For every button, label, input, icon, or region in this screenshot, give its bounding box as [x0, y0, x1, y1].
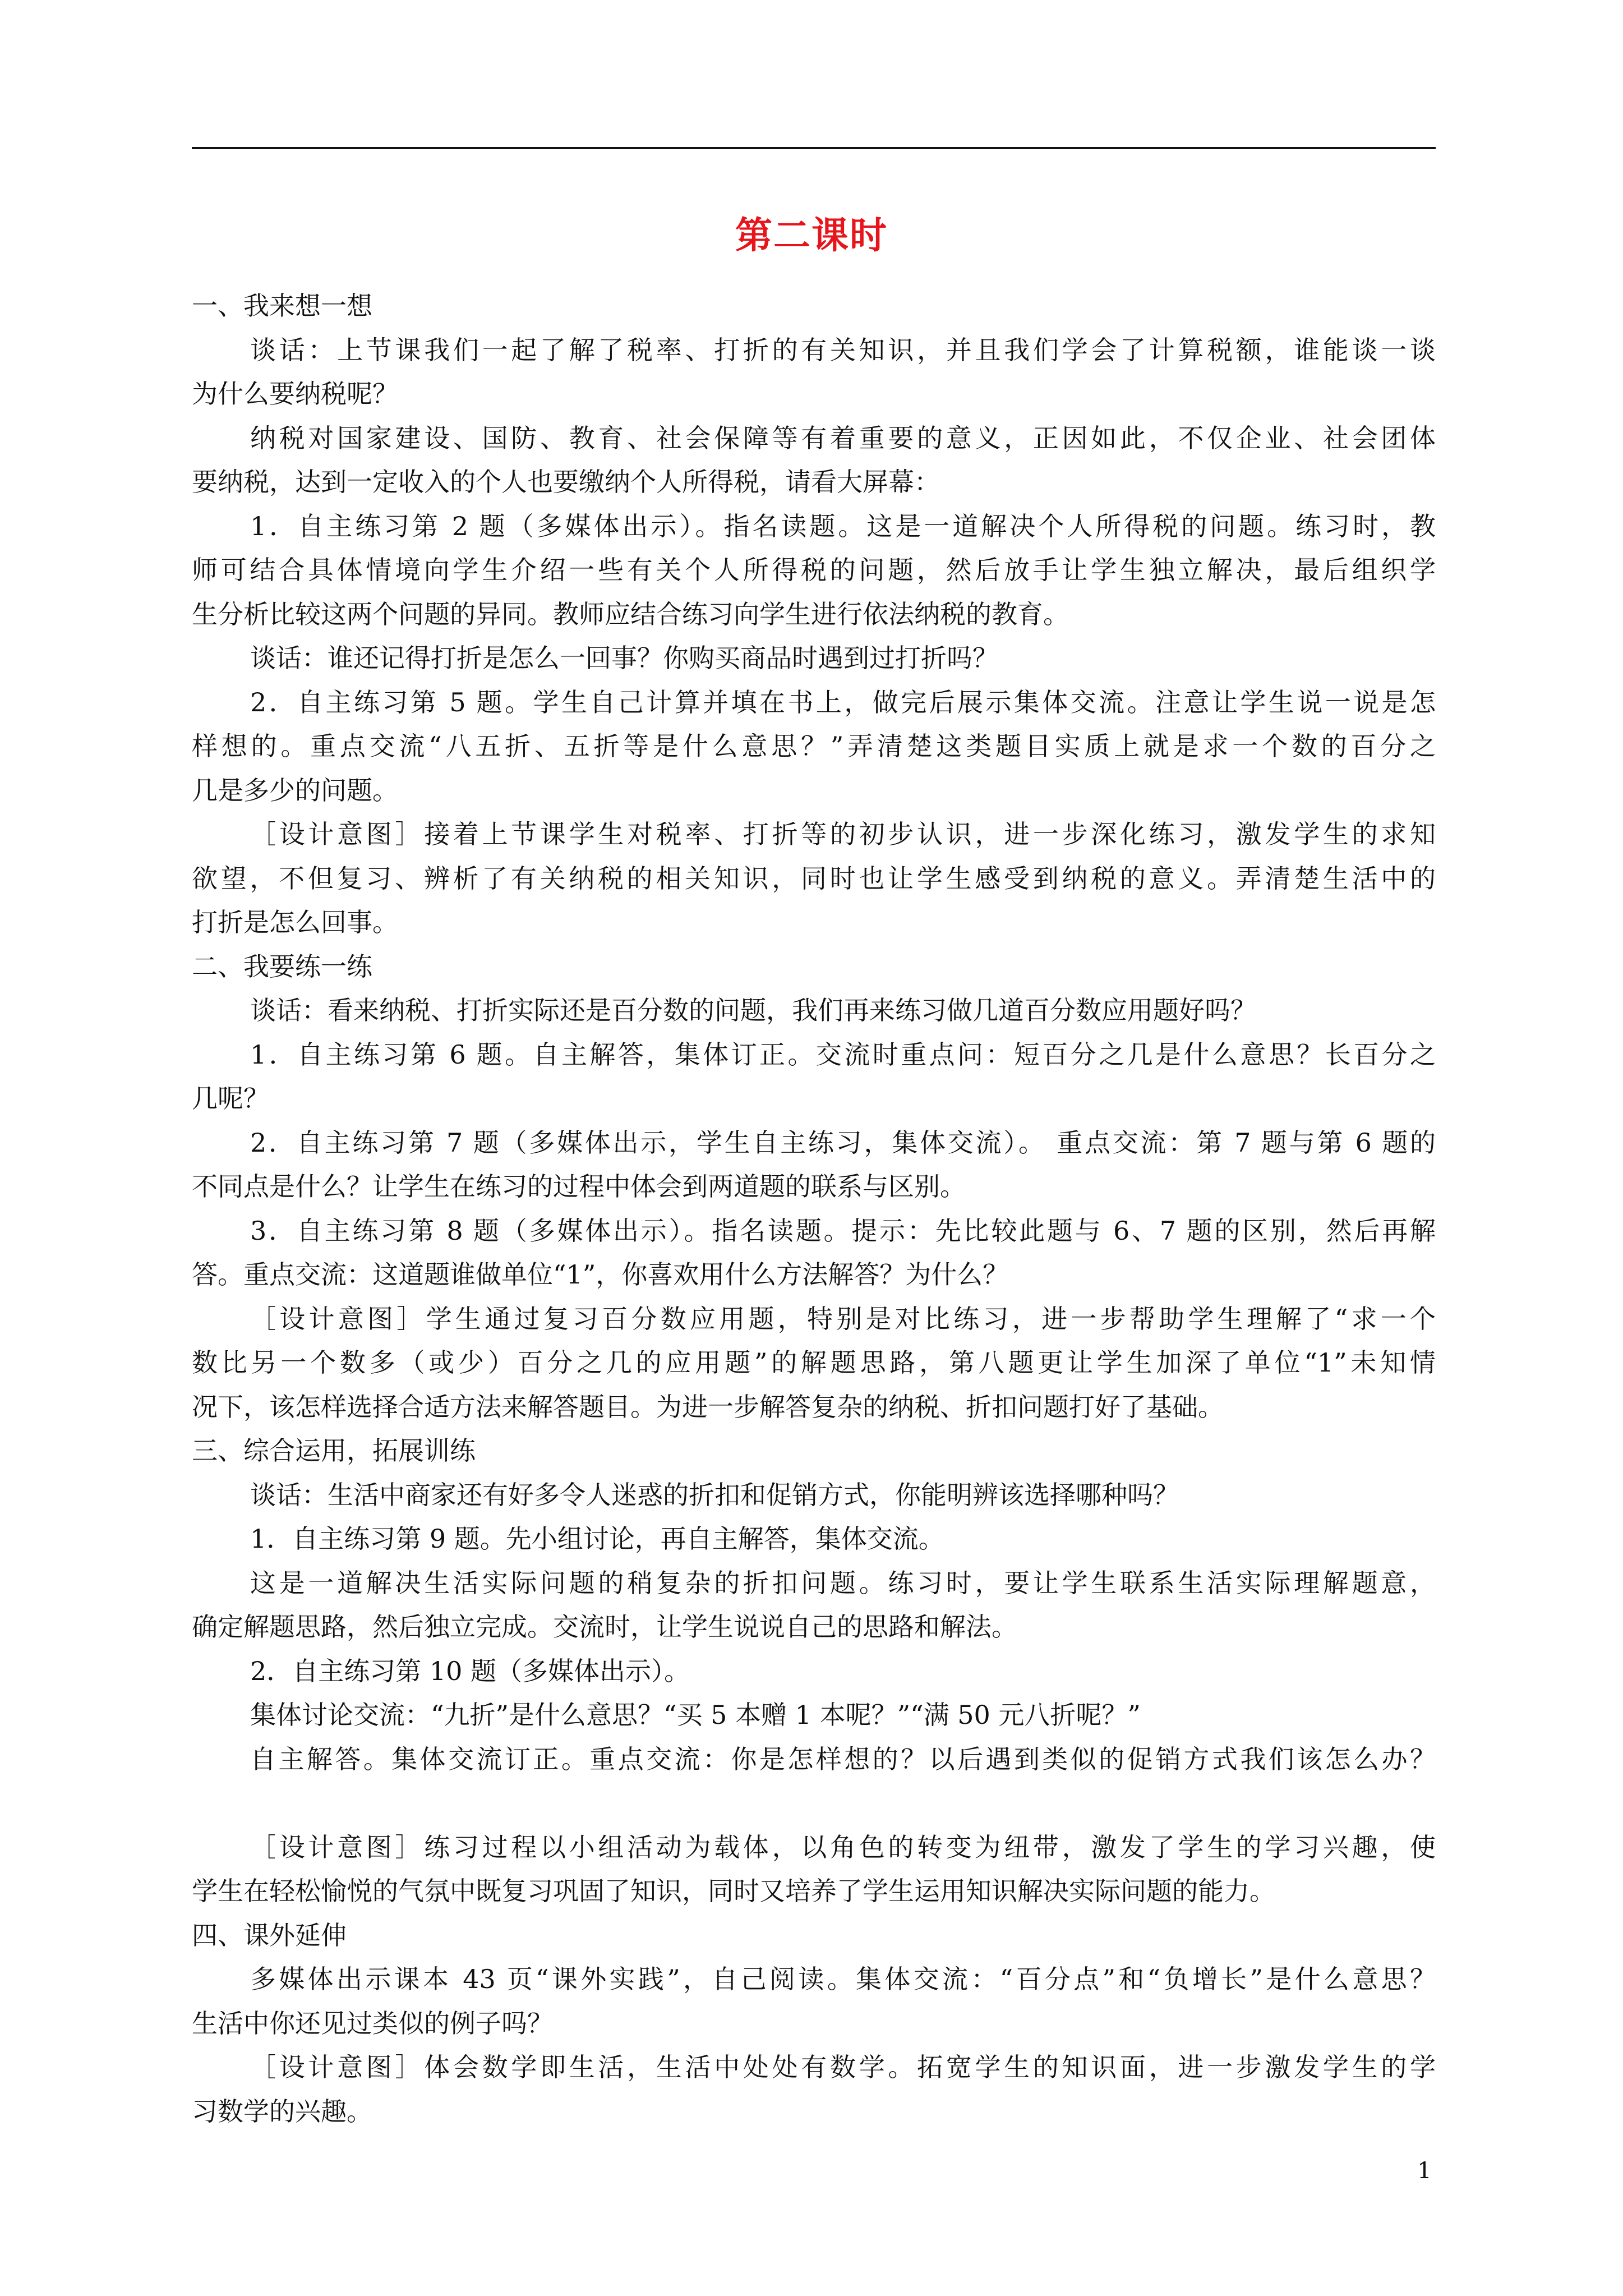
design-intent-line: ［设计意图］学生通过复习百分数应用题，特别是对比练习，进一步帮助学生理解了“求一个 [250, 1303, 1436, 1334]
design-intent-line: 习数学的兴趣。 [192, 2096, 372, 2127]
section-heading-4: 四、课外延伸 [192, 1920, 347, 1950]
paragraph-line: 2．自主练习第 5 题。学生自己计算并填在书上，做完后展示集体交流。注意让学生说一说是怎 [250, 687, 1436, 717]
page-number: 1 [1417, 2158, 1432, 2184]
paragraph-line: 不同点是什么？让学生在练习的过程中体会到两道题的联系与区别。 [192, 1171, 966, 1202]
paragraph-line: 集体讨论交流：“九折”是什么意思？“买 5 本赠 1 本呢？”“满 50 元八折呢？” [250, 1700, 1141, 1730]
section-heading-1: 一、我来想一想 [192, 291, 372, 321]
paragraph-line: 几是多少的问题。 [192, 775, 398, 806]
paragraph-line: 纳税对国家建设、国防、教育、社会保障等有着重要的意义，正因如此，不仅企业、社会团体 [250, 422, 1436, 453]
paragraph-line: 2．自主练习第 7 题（多媒体出示，学生自主练习，集体交流）。 重点交流：第 7 题与第 6 题的 [250, 1127, 1436, 1158]
paragraph-line: 要纳税，达到一定收入的个人也要缴纳个人所得税，请看大屏幕： [192, 467, 940, 497]
paragraph-line: 谈话：谁还记得打折是怎么一回事？你购买商品时遇到过打折吗？ [250, 643, 998, 673]
paragraph-line: 1．自主练习第 6 题。自主解答，集体订正。交流时重点问：短百分之几是什么意思？长百分之 [250, 1039, 1436, 1070]
paragraph-line: 生分析比较这两个问题的异同。教师应结合练习向学生进行依法纳税的教育。 [192, 599, 1069, 629]
design-intent-line: ［设计意图］练习过程以小组活动为载体，以角色的转变为纽带，激发了学生的学习兴趣，使 [250, 1832, 1436, 1862]
design-intent-line: 数比另一个数多（或少）百分之几的应用题”的解题思路，第八题更让学生加深了单位“1”未知情 [192, 1347, 1436, 1378]
paragraph-line: 谈话：看来纳税、打折实际还是百分数的问题，我们再来练习做几道百分数应用题好吗？ [250, 995, 1256, 1025]
paragraph-line: 自主解答。集体交流订正。重点交流：你是怎样想的？以后遇到类似的促销方式我们该怎么办？ [250, 1743, 1436, 1774]
design-intent-line: 况下，该怎样选择合适方法来解答题目。为进一步解答复杂的纳税、折扣问题打好了基础。 [192, 1391, 1224, 1422]
paragraph-line: 这是一道解决生活实际问题的稍复杂的折扣问题。练习时，要让学生联系生活实际理解题意， [250, 1567, 1436, 1598]
paragraph-line: 3．自主练习第 8 题（多媒体出示）。指名读题。提示：先比较此题与 6、7 题的区别，然后再解 [250, 1215, 1436, 1246]
paragraph-line: 几呢？ [192, 1083, 269, 1114]
paragraph-line: 1．自主练习第 9 题。先小组讨论，再自主解答，集体交流。 [250, 1524, 944, 1554]
blank-line [192, 1781, 1436, 1825]
paragraph-line: 师可结合具体情境向学生介绍一些有关个人所得税的问题，然后放手让学生独立解决，最后组织学 [192, 555, 1436, 585]
design-intent-line: ［设计意图］接着上节课学生对税率、打折等的初步认识，进一步深化练习，激发学生的求知 [250, 819, 1436, 849]
section-heading-3: 三、综合运用，拓展训练 [192, 1435, 476, 1466]
paragraph-line: 2．自主练习第 10 题（多媒体出示）。 [250, 1655, 690, 1686]
section-heading-2: 二、我要练一练 [192, 951, 372, 982]
design-intent-line: 学生在轻松愉悦的气氛中既复习巩固了知识，同时又培养了学生运用知识解决实际问题的能力。 [192, 1876, 1275, 1906]
paragraph-line: 谈话：生活中商家还有好多令人迷惑的折扣和促销方式，你能明辨该选择哪种吗？ [250, 1479, 1179, 1510]
paragraph-line: 1．自主练习第 2 题（多媒体出示）。指名读题。这是一道解决个人所得税的问题。练习时，教 [250, 510, 1436, 541]
paragraph-line: 确定解题思路，然后独立完成。交流时，让学生说说自己的思路和解法。 [192, 1612, 1017, 1642]
paragraph-line: 样想的。重点交流“八五折、五折等是什么意思？”弄清楚这类题目实质上就是求一个数的百分之 [192, 731, 1436, 761]
paragraph-line: 答。重点交流：这道题谁做单位“1”，你喜欢用什么方法解答？为什么？ [192, 1259, 1009, 1290]
paragraph-line: 为什么要纳税呢？ [192, 379, 398, 409]
paragraph-line: 多媒体出示课本 43 页“课外实践”，自己阅读。集体交流：“百分点”和“负增长”是什么意思？ [250, 1964, 1436, 1994]
design-intent-line: 打折是怎么回事。 [192, 907, 398, 937]
header-rule [192, 147, 1436, 149]
design-intent-line: ［设计意图］体会数学即生活，生活中处处有数学。拓宽学生的知识面，进一步激发学生的学 [250, 2052, 1436, 2082]
document-body [192, 284, 1436, 2133]
design-intent-line: 欲望，不但复习、辨析了有关纳税的相关知识，同时也让学生感受到纳税的意义。弄清楚生活中的 [192, 863, 1436, 894]
page-title: 第二课时 [735, 214, 888, 257]
paragraph-line: 生活中你还见过类似的例子吗？ [192, 2008, 553, 2039]
paragraph-line: 谈话：上节课我们一起了解了税率、打折的有关知识，并且我们学会了计算税额，谁能谈一谈 [250, 334, 1436, 365]
